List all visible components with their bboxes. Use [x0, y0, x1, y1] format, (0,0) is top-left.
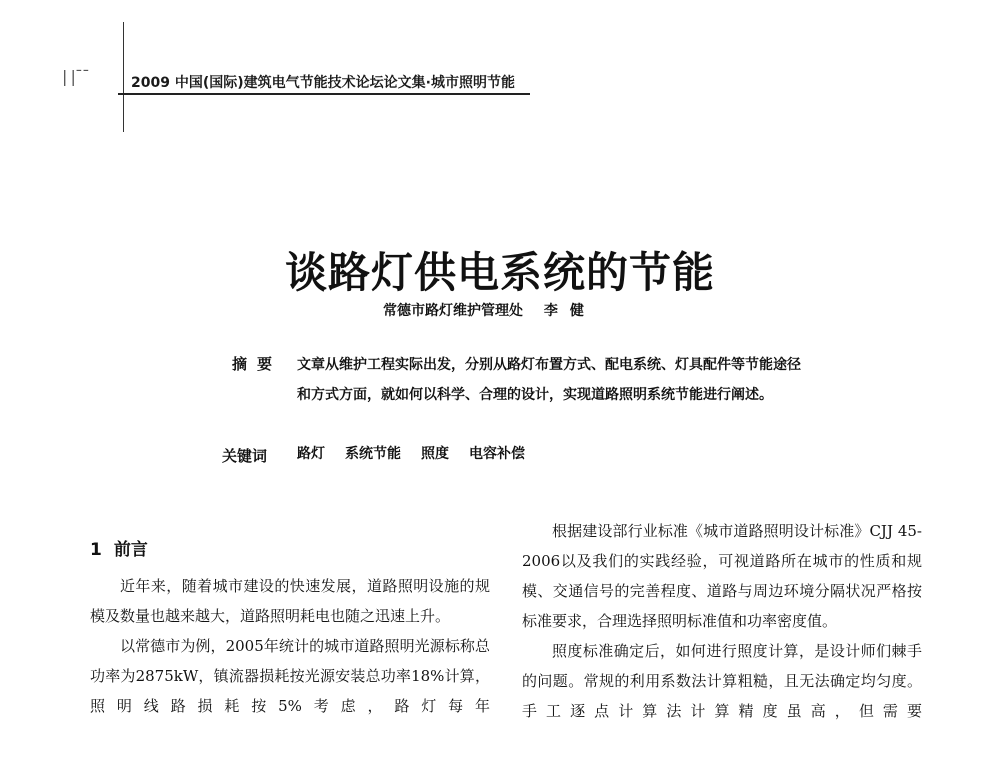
keywords-label: 关键词 — [222, 447, 268, 465]
paragraph — [90, 571, 490, 631]
running-head: 2009 中国(国际)建筑电气节能技术论坛论文集·城市照明节能 — [131, 75, 515, 91]
crop-mark: | |¯¯ — [62, 67, 89, 86]
running-head-underline — [118, 93, 530, 95]
article-title: 谈路灯供电系统的节能 — [284, 248, 715, 298]
author-affiliation: 常德市路灯维护管理处 — [383, 303, 523, 319]
margin-rule — [123, 22, 124, 132]
paragraph-text: 近年来，随着城市建设的快速发展，道路照明设施的规模及数量也越来越大，道路照明耗电也随之迅速上升。 — [90, 577, 490, 625]
left-column — [90, 571, 490, 721]
abstract-text: 文章从维护工程实际出发，分别从路灯布置方式、配电系统、灯具配件等节能途径和方式方面，就如何以科学、合理的设计，实现道路照明系统节能进行阐述。 — [297, 357, 801, 403]
paragraph: 照度标准确定后，如何进行照度计算，是设计师们棘手的问题。常规的利用系数法计算粗糙，且无法确定均匀度。手工逐点计算法计算精度虽高，但需要 — [522, 642, 922, 720]
section-heading — [90, 535, 148, 560]
right-column — [522, 516, 922, 726]
author-line — [383, 300, 596, 320]
keyword: 照度 — [421, 446, 449, 462]
keyword: 电容补偿 — [469, 446, 525, 462]
keywords-list — [297, 443, 525, 463]
paragraph: 以常德市为例，2005年统计的城市道路照明光源标称总功率为2875kW，镇流器损耗按光源安装总功率18%计算，照明线路损耗按5%考虑，路灯每年 — [90, 637, 490, 715]
paragraph-text: 根据建设部行业标准《城市道路照明设计标准》CJJ 45-2006以及我们的实践经验，可视道路所在城市的性质和规模、交通信号的完善程度、道路与周边环境分隔状况严格按标准要求，合理选择照明标准值和功率密度值。 — [522, 522, 922, 630]
section-title: 前言 — [113, 540, 148, 560]
abstract-label: 摘要 — [232, 355, 283, 373]
keyword: 路灯 — [297, 446, 325, 462]
keyword: 系统节能 — [345, 446, 401, 462]
paragraph — [522, 516, 922, 636]
author-name: 李健 — [543, 303, 596, 319]
section-number: 1 — [90, 540, 102, 560]
